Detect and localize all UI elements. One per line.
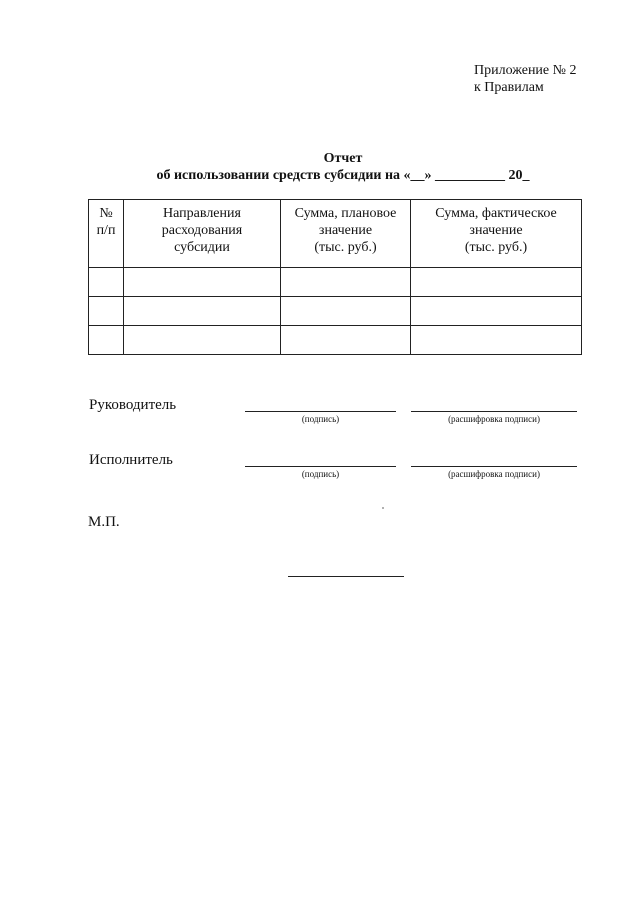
appendix-number: Приложение № 2 (474, 63, 577, 78)
head-name-line (411, 411, 577, 412)
table-row (89, 297, 582, 326)
header-expense-direction (124, 200, 281, 268)
head-label: Руководитель (89, 397, 177, 413)
table-cell (281, 326, 411, 355)
report-table (88, 199, 582, 355)
table-row (89, 268, 582, 297)
executor-signature-caption: (подпись) (301, 469, 340, 479)
head-signature-line (245, 411, 396, 412)
executor-label: Исполнитель (89, 452, 173, 468)
table-header-row (89, 200, 582, 268)
executor-name-caption: (расшифровка подписи) (448, 469, 540, 479)
header-expense-direction-text: Направления расходования субсидии (161, 206, 243, 255)
header-number-line: № п/п (96, 206, 116, 238)
table-cell (124, 268, 281, 297)
table-cell (281, 297, 411, 326)
header-planned-amount-text: Сумма, плановое значение (тыс. руб.) (294, 206, 397, 255)
stamp-label: М.П. (88, 514, 120, 530)
document-title: Отчет (323, 151, 363, 166)
table-cell (281, 268, 411, 297)
header-actual-amount (411, 200, 582, 268)
header-number (89, 200, 124, 268)
head-name-caption: (расшифровка подписи) (448, 414, 540, 424)
table-cell (411, 268, 582, 297)
appendix-note (474, 62, 577, 96)
table-cell (411, 326, 582, 355)
table-cell (124, 326, 281, 355)
table-cell (89, 297, 124, 326)
appendix-reference: к Правилам (474, 80, 544, 95)
header-actual-amount-text: Сумма, фактическое значение (тыс. руб.) (435, 206, 557, 255)
executor-signature-line (245, 466, 396, 467)
executor-name-line (411, 466, 577, 467)
end-divider-line (288, 576, 404, 577)
table-cell (89, 268, 124, 297)
scan-speck (382, 507, 384, 509)
document-subtitle: об использовании средств субсидии на «__» __________ 20_ (156, 168, 530, 183)
table-cell (411, 297, 582, 326)
table-cell (89, 326, 124, 355)
table-cell (124, 297, 281, 326)
header-planned-amount (281, 200, 411, 268)
head-signature-caption: (подпись) (301, 414, 340, 424)
table-row (89, 326, 582, 355)
